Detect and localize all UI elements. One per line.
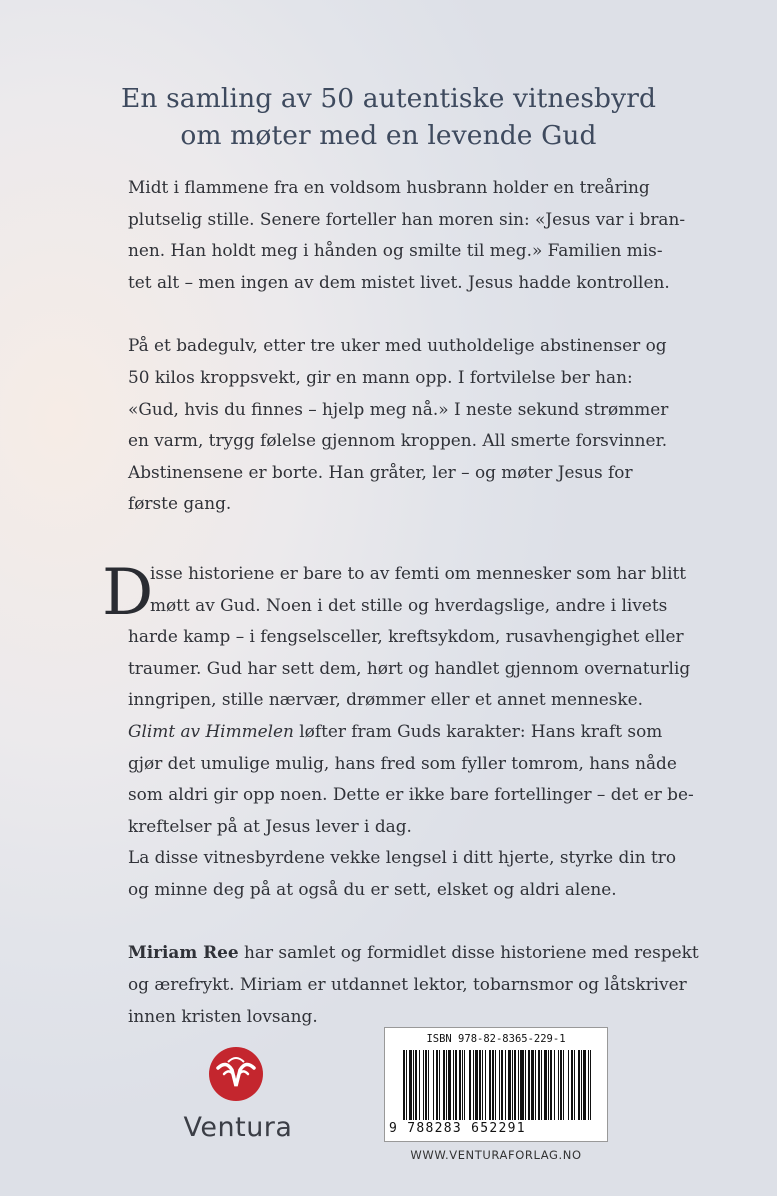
barcode-bar bbox=[541, 1050, 542, 1120]
paragraph-4 bbox=[128, 716, 694, 842]
headline bbox=[0, 80, 777, 154]
barcode-bar bbox=[492, 1050, 494, 1120]
text-line: gjør det umulige mulig, hans fred som fyller tomrom, hans nåde bbox=[128, 752, 677, 773]
barcode-bar bbox=[514, 1050, 516, 1120]
drop-cap: D bbox=[102, 555, 154, 630]
paragraph-5 bbox=[128, 842, 688, 905]
barcode-bar bbox=[436, 1050, 438, 1120]
barcode-bar bbox=[464, 1050, 465, 1120]
barcode-bar bbox=[415, 1050, 417, 1120]
barcode-bar bbox=[455, 1050, 457, 1120]
barcode-bar bbox=[571, 1050, 573, 1120]
barcode-bar bbox=[423, 1050, 424, 1120]
text-line: isse historiene er bare to av femti om mennesker som har blitt bbox=[150, 562, 687, 583]
barcode-bar bbox=[499, 1050, 500, 1120]
text-line: La disse vitnesbyrdene vekke lengsel i ditt hjerte, styrke din tro bbox=[128, 847, 677, 868]
text-line: 50 kilos kroppsvekt, gir en mann opp. I fortvilelse ber han: bbox=[128, 366, 633, 387]
barcode-bar bbox=[588, 1050, 589, 1120]
text-line: og minne deg på at også du er sett, elsket og aldri alene. bbox=[128, 878, 617, 899]
barcode-bar bbox=[473, 1050, 474, 1120]
barcode-bar bbox=[544, 1050, 547, 1120]
barcode-bar bbox=[413, 1050, 414, 1120]
barcode-bar bbox=[443, 1050, 445, 1120]
barcode-bar bbox=[505, 1050, 506, 1120]
barcode-bar bbox=[428, 1050, 429, 1120]
barcode-bar bbox=[459, 1050, 461, 1120]
barcode-bar bbox=[462, 1050, 463, 1120]
barcode-bar bbox=[479, 1050, 481, 1120]
headline-line-1: En samling av 50 autentiske vitnesbyrd bbox=[120, 83, 657, 114]
author-name: Miriam Ree bbox=[128, 942, 239, 963]
headline-line-2: om møter med en levende Gud bbox=[180, 120, 597, 151]
barcode bbox=[384, 1027, 608, 1142]
barcode-bar bbox=[508, 1050, 511, 1120]
text-line bbox=[128, 716, 688, 748]
book-title: Glimt av Himmelen bbox=[128, 720, 294, 741]
publisher-name: Ventura bbox=[183, 1112, 293, 1143]
barcode-bar bbox=[531, 1050, 534, 1120]
barcode-bar bbox=[560, 1050, 562, 1120]
barcode-bar bbox=[501, 1050, 503, 1120]
barcode-bar bbox=[485, 1050, 486, 1120]
text-line: og ærefrykt. Miriam er utdannet lektor, tobarnsmor og låtskriver bbox=[128, 974, 687, 995]
barcode-bar bbox=[406, 1050, 407, 1120]
text-line: som aldri gir opp noen. Dette er ikke bare fortellinger – det er be- bbox=[128, 784, 694, 805]
publisher-url: WWW.VENTURAFORLAG.NO bbox=[410, 1148, 582, 1162]
barcode-bar bbox=[535, 1050, 536, 1120]
text-line bbox=[128, 937, 699, 969]
barcode-bar bbox=[448, 1050, 451, 1120]
text-fragment: løfter fram Guds karakter: Hans kraft som bbox=[293, 720, 663, 741]
paragraph-2 bbox=[128, 330, 688, 520]
barcode-bar bbox=[433, 1050, 434, 1120]
barcode-bar bbox=[590, 1050, 591, 1120]
barcode-bar bbox=[548, 1050, 549, 1120]
barcode-bar bbox=[574, 1050, 575, 1120]
author-bio bbox=[128, 937, 699, 1032]
barcode-digits: 9 788283 652291 bbox=[389, 1121, 526, 1136]
barcode-bar bbox=[578, 1050, 580, 1120]
barcode-bar bbox=[554, 1050, 555, 1120]
barcode-bar bbox=[518, 1050, 519, 1120]
barcode-bar bbox=[453, 1050, 454, 1120]
barcode-bar bbox=[482, 1050, 483, 1120]
barcode-bar bbox=[525, 1050, 526, 1120]
barcode-bar bbox=[520, 1050, 524, 1120]
barcode-bar bbox=[425, 1050, 427, 1120]
barcode-bar bbox=[475, 1050, 478, 1120]
paragraph-1 bbox=[128, 172, 688, 298]
text-line: inngripen, stille nærvær, drømmer eller et annet menneske. bbox=[128, 689, 644, 710]
barcode-bars bbox=[403, 1050, 591, 1120]
text-line: nen. Han holdt meg i hånden og smilte til meg.» Familien mis- bbox=[128, 240, 663, 261]
barcode-bar bbox=[558, 1050, 559, 1120]
isbn-label: ISBN 978-82-8365-229-1 bbox=[426, 1033, 566, 1045]
text-line: «Gud, hvis du finnes – hjelp meg nå.» I neste sekund strømmer bbox=[128, 398, 669, 419]
text-line: Abstinensene er borte. Han gråter, ler – og møter Jesus for bbox=[128, 461, 633, 482]
ventura-logo-icon bbox=[176, 1024, 296, 1114]
text-line: kreftelser på at Jesus lever i dag. bbox=[128, 815, 412, 836]
barcode-bar bbox=[581, 1050, 582, 1120]
text-line: traumer. Gud har sett dem, hørt og handlet gjennom overnaturlig bbox=[128, 657, 691, 678]
barcode-bar bbox=[550, 1050, 552, 1120]
text-line: harde kamp – i fengselsceller, kreftsykdom, rusavhengighet eller bbox=[128, 626, 684, 647]
text-line: plutselig stille. Senere forteller han moren sin: «Jesus var i bran- bbox=[128, 208, 686, 229]
text-fragment: har samlet og formidlet disse historiene med respekt bbox=[238, 942, 699, 963]
text-line: innen kristen lovsang. bbox=[128, 1005, 318, 1026]
barcode-bar bbox=[538, 1050, 540, 1120]
barcode-bar bbox=[469, 1050, 471, 1120]
barcode-bar bbox=[512, 1050, 513, 1120]
text-line: første gang. bbox=[128, 493, 232, 514]
back-cover-text bbox=[102, 172, 699, 1032]
barcode-bar bbox=[563, 1050, 564, 1120]
text-line: Midt i flammene fra en voldsom husbrann holder en treåring bbox=[128, 177, 650, 197]
text-line: møtt av Gud. Noen i det stille og hverdagslige, andre i livets bbox=[150, 594, 668, 615]
barcode-bar bbox=[568, 1050, 569, 1120]
paragraph-3 bbox=[102, 555, 691, 716]
barcode-bar bbox=[583, 1050, 586, 1120]
barcode-bar bbox=[495, 1050, 496, 1120]
barcode-bar bbox=[409, 1050, 412, 1120]
text-line: en varm, trygg følelse gjennom kroppen. All smerte forsvinner. bbox=[128, 430, 668, 451]
barcode-bar bbox=[419, 1050, 420, 1120]
barcode-bar bbox=[403, 1050, 405, 1120]
barcode-bar bbox=[489, 1050, 491, 1120]
barcode-bar bbox=[439, 1050, 440, 1120]
text-line: På et badegulv, etter tre uker med uutholdelige abstinenser og bbox=[128, 335, 667, 356]
text-line: tet alt – men ingen av dem mistet livet. Jesus hadde kontrollen. bbox=[128, 271, 670, 292]
barcode-bar bbox=[446, 1050, 447, 1120]
barcode-bar bbox=[528, 1050, 530, 1120]
